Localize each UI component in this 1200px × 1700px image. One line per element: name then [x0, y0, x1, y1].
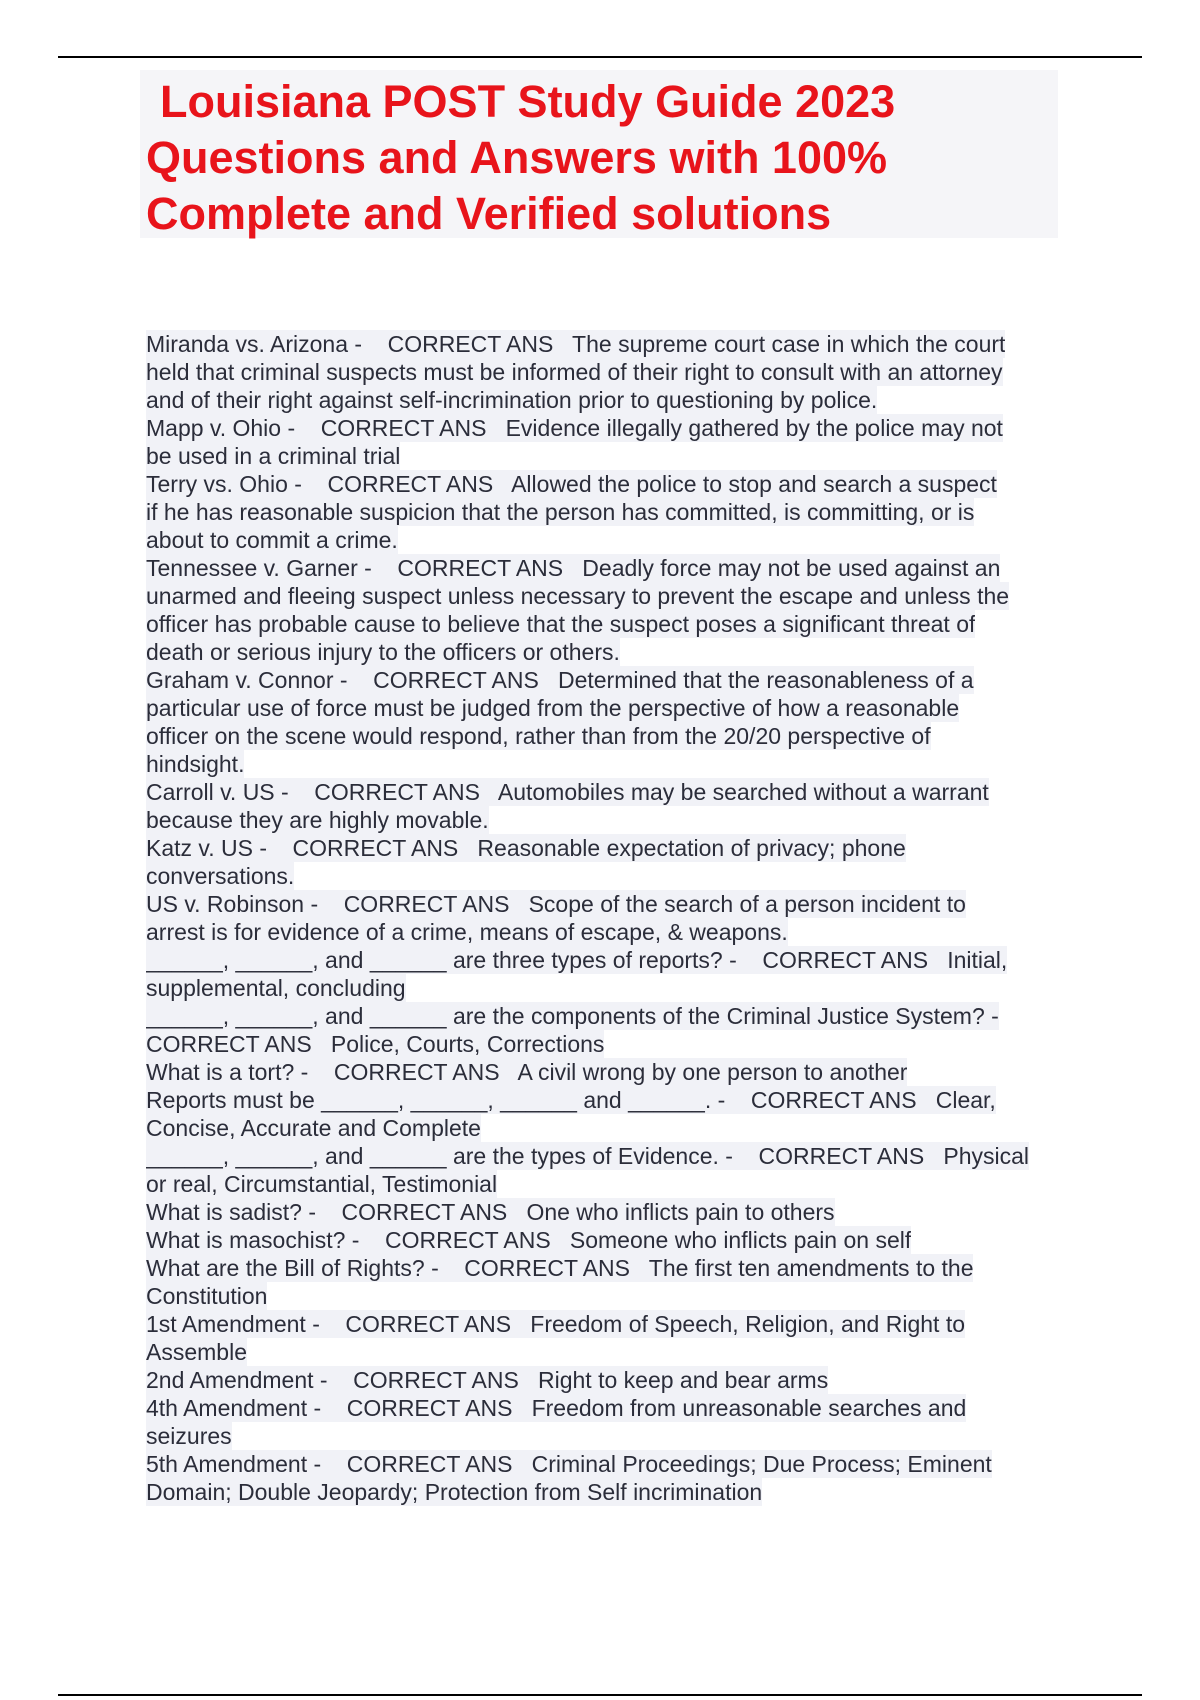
qa-list [146, 330, 1058, 1506]
qa-line: Domain; Double Jeopardy; Protection from Self incrimination [146, 1479, 763, 1505]
title-line: Questions and Answers with 100% [146, 132, 888, 183]
qa-line: if he has reasonable suspicion that the person has committed, is committing, or is [146, 499, 975, 525]
document-title [140, 70, 1058, 242]
qa-line: or real, Circumstantial, Testimonial [146, 1171, 498, 1197]
qa-line: Graham v. Connor - CORRECT ANS Determined that the reasonableness of a [146, 667, 974, 693]
qa-line: death or serious injury to the officers or others. [146, 639, 620, 665]
qa-line: CORRECT ANS Police, Courts, Corrections [146, 1031, 605, 1057]
qa-line: Constitution [146, 1283, 268, 1309]
qa-line: What is a tort? - CORRECT ANS A civil wrong by one person to another [146, 1059, 908, 1085]
qa-line: supplemental, concluding [146, 975, 406, 1001]
qa-line: seizures [146, 1423, 232, 1449]
qa-line: US v. Robinson - CORRECT ANS Scope of the search of a person incident to [146, 891, 966, 917]
qa-line: held that criminal suspects must be informed of their right to consult with an attorney [146, 359, 1003, 385]
qa-line: Reports must be ______, ______, ______ and ______. - CORRECT ANS Clear, [146, 1087, 996, 1113]
qa-line: particular use of force must be judged from the perspective of how a reasonable [146, 695, 960, 721]
qa-line: ______, ______, and ______ are three types of reports? - CORRECT ANS Initial, [146, 947, 1008, 973]
qa-line: What is sadist? - CORRECT ANS One who inflicts pain to others [146, 1199, 835, 1225]
qa-line: 4th Amendment - CORRECT ANS Freedom from unreasonable searches and [146, 1395, 967, 1421]
qa-line: Assemble [146, 1339, 247, 1365]
qa-line: Terry vs. Ohio - CORRECT ANS Allowed the police to stop and search a suspect [146, 471, 997, 497]
qa-line: Katz v. US - CORRECT ANS Reasonable expectation of privacy; phone [146, 835, 906, 861]
bottom-rule [58, 1694, 1142, 1696]
title-block [140, 70, 1058, 238]
qa-line: 5th Amendment - CORRECT ANS Criminal Proceedings; Due Process; Eminent [146, 1451, 992, 1477]
top-rule [58, 56, 1142, 58]
qa-line: and of their right against self-incrimination prior to questioning by police. [146, 387, 878, 413]
qa-line: Carroll v. US - CORRECT ANS Automobiles may be searched without a warrant [146, 779, 989, 805]
title-line: Louisiana POST Study Guide 2023 [160, 76, 896, 127]
qa-line: Tennessee v. Garner - CORRECT ANS Deadly force may not be used against an [146, 555, 1001, 581]
qa-line: arrest is for evidence of a crime, means of escape, & weapons. [146, 919, 788, 945]
qa-line: What is masochist? - CORRECT ANS Someone who inflicts pain on self [146, 1227, 912, 1253]
title-line: Complete and Verified solutions [146, 188, 832, 239]
qa-line: because they are highly movable. [146, 807, 489, 833]
qa-line: be used in a criminal trial [146, 443, 401, 469]
qa-line: ______, ______, and ______ are the types of Evidence. - CORRECT ANS Physical [146, 1143, 1030, 1169]
qa-line: ______, ______, and ______ are the components of the Criminal Justice System? - [146, 1003, 999, 1029]
qa-line: Miranda vs. Arizona - CORRECT ANS The supreme court case in which the court [146, 331, 1006, 357]
qa-line: conversations. [146, 863, 295, 889]
qa-line: Concise, Accurate and Complete [146, 1115, 481, 1141]
qa-line: unarmed and fleeing suspect unless necessary to prevent the escape and unless the [146, 583, 1010, 609]
qa-line: 1st Amendment - CORRECT ANS Freedom of Speech, Religion, and Right to [146, 1311, 966, 1337]
qa-line: hindsight. [146, 751, 245, 777]
qa-line: What are the Bill of Rights? - CORRECT ANS The first ten amendments to the [146, 1255, 974, 1281]
qa-line: Mapp v. Ohio - CORRECT ANS Evidence illegally gathered by the police may not [146, 415, 1003, 441]
qa-line: 2nd Amendment - CORRECT ANS Right to keep and bear arms [146, 1367, 829, 1393]
qa-line: officer on the scene would respond, rather than from the 20/20 perspective of [146, 723, 931, 749]
qa-line: officer has probable cause to believe that the suspect poses a significant threat of [146, 611, 976, 637]
qa-line: about to commit a crime. [146, 527, 398, 553]
